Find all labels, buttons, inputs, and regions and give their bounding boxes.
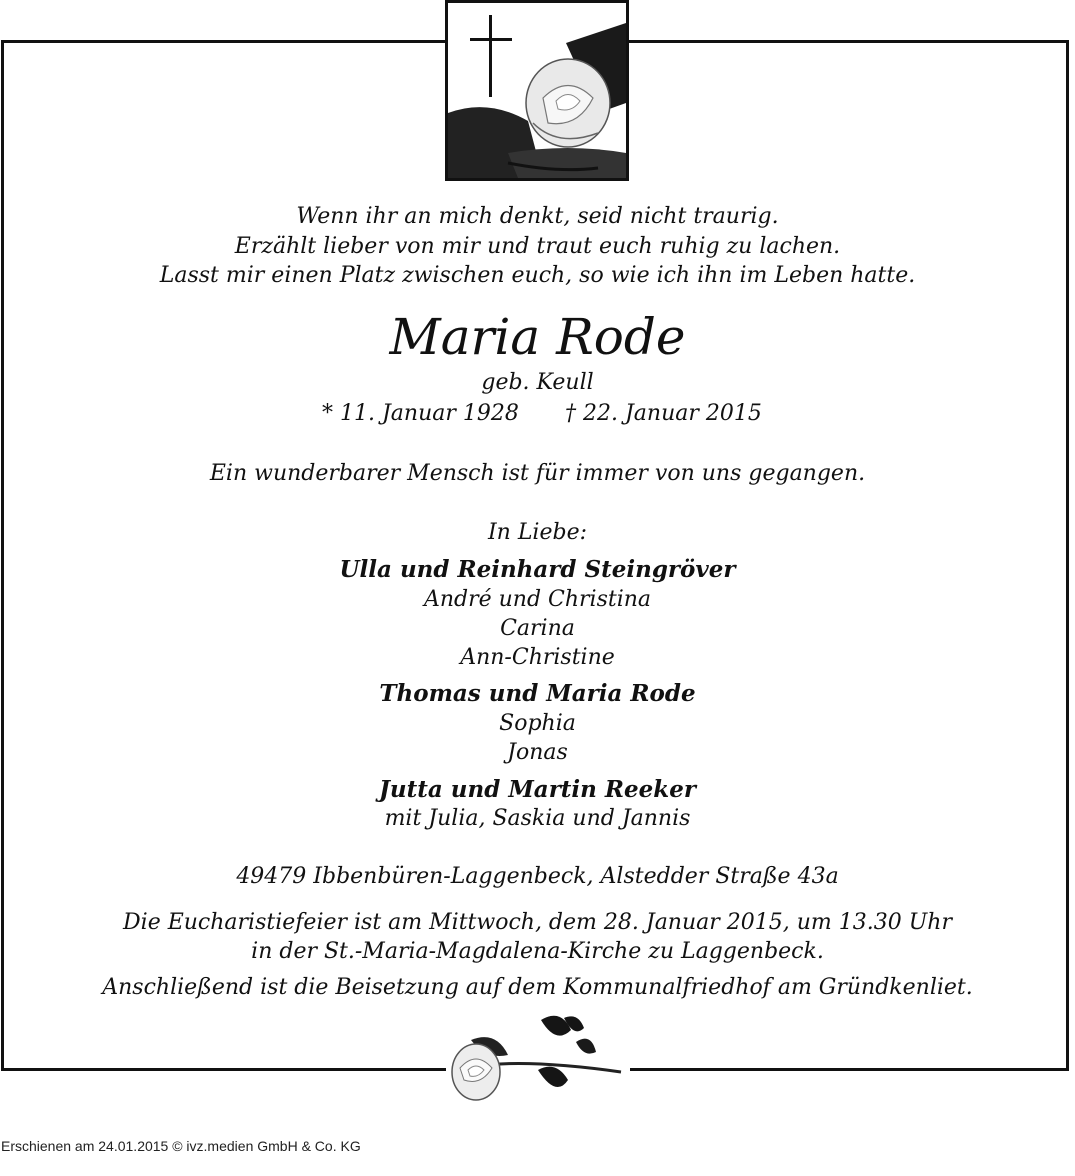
family-3-head: Jutta und Martin Reeker [379, 776, 696, 803]
service-line-1: Die Eucharistiefeier ist am Mittwoch, dem 28. Januar 2015, um 13.30 Uhr [123, 910, 952, 935]
family-3-member: mit Julia, Saskia und Jannis [384, 806, 691, 831]
birth-date: * 11. Januar 1928 [322, 401, 519, 426]
in-love-label: In Liebe: [487, 520, 588, 545]
poem-line-3: Lasst mir einen Platz zwischen euch, so wie ich ihn im Leben hatte. [159, 263, 916, 288]
service-line-2: in der St.-Maria-Magdalena-Kirche zu Laggenbeck. [251, 939, 824, 964]
poem-line-1: Wenn ihr an mich denkt, seid nicht traurig. [296, 204, 779, 229]
family-2-head: Thomas und Maria Rode [379, 680, 696, 707]
family-1-member: André und Christina [423, 587, 652, 612]
maiden-name: geb. Keull [481, 370, 594, 395]
family-1-member: Carina [500, 616, 575, 641]
address: 49479 Ibbenbüren-Laggenbeck, Alstedder Straße 43a [236, 864, 839, 889]
statement: Ein wunderbarer Mensch ist für immer von uns gegangen. [209, 461, 866, 486]
family-1-member: Ann-Christine [460, 645, 615, 670]
service-line-3: Anschließend ist die Beisetzung auf dem Kommunalfriedhof am Gründkenliet. [102, 975, 973, 1000]
publication-footer: Erschienen am 24.01.2015 © ivz.medien GmbH & Co. KG [1, 1138, 361, 1154]
family-1-head: Ulla und Reinhard Steingröver [339, 556, 736, 583]
cross-and-rose-image [445, 0, 629, 181]
poem-line-2: Erzählt lieber von mir und traut euch ruhig zu lachen. [234, 234, 841, 259]
rose-image [446, 1010, 630, 1106]
death-date: † 22. Januar 2015 [565, 401, 762, 426]
deceased-name: Maria Rode [389, 308, 686, 366]
family-2-member: Jonas [507, 740, 568, 765]
family-2-member: Sophia [499, 711, 576, 736]
